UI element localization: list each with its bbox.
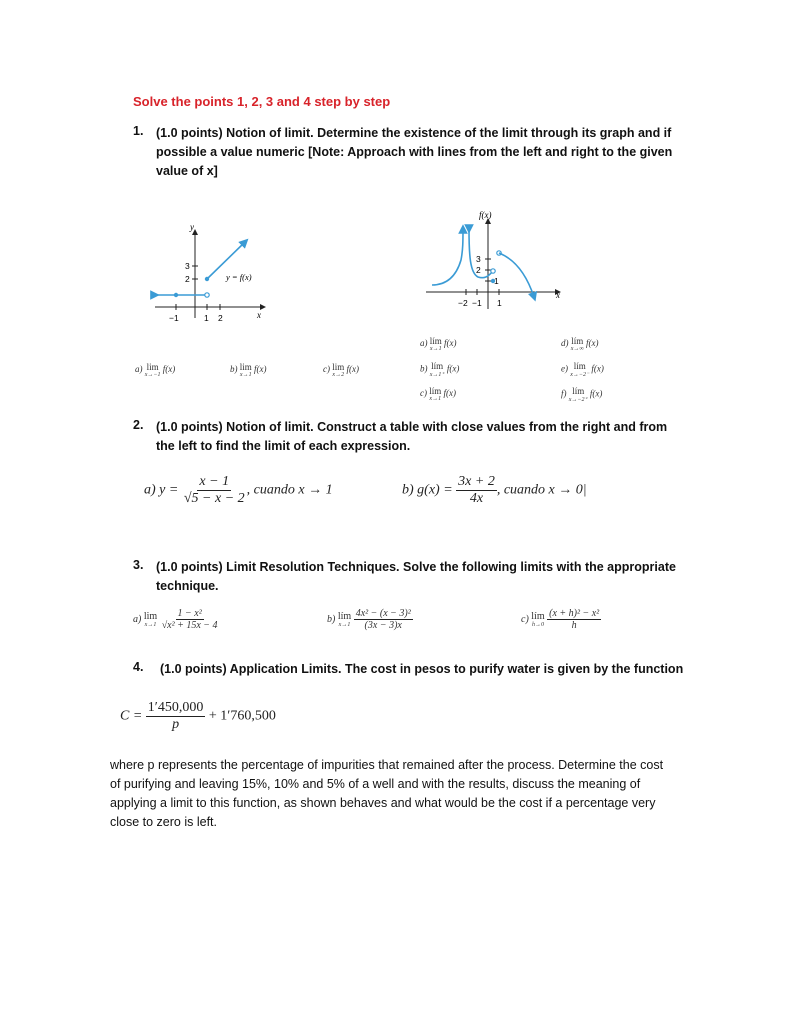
q1-limit2-c: c) lím x→1 f(x) <box>420 386 457 402</box>
q4-paragraph: where p represents the percentage of impurities that remained after the process. Determine the cost of purifying and leaving 15%, 10% and 5% of a well and with the results, discuss the meaning of applying a limit to this function, as shown behaves and what would be the cost if a percentage very close to zero is left. <box>110 758 664 829</box>
g2-tick-y2: 2 <box>476 265 481 275</box>
g2-right-piece <box>499 253 534 297</box>
g1-func-label: y = f(x) <box>226 272 252 282</box>
g1-tick-xneg1: −1 <box>169 313 179 323</box>
g1-point-1 <box>205 277 209 281</box>
q1-number: 1. <box>133 124 144 138</box>
q2-expr-b: b) g(x) = $\frac{3x + 2}{4x}$ , cuando x → 0| <box>402 474 587 506</box>
q2-expr-a: a) y = $\frac{x - 1}{√5 - x - 2}$ , cuando x → 1 <box>144 474 333 506</box>
q1-limit-c: c) lim x→2 f(x) <box>323 362 360 378</box>
q1-limit2-d: d) lím x→∞ f(x) <box>561 336 599 352</box>
graph-1 <box>145 218 275 330</box>
q1-limit2-f: f) lím x→−2⁺ f(x) <box>561 386 603 403</box>
g2-open-point-low <box>491 269 495 273</box>
g2-x-label: x <box>556 290 560 300</box>
q2-number: 2. <box>133 418 144 432</box>
g2-tick-y3: 3 <box>476 254 481 264</box>
q4-formula: C = $\frac{1'450,000}{p}$ + 1′760,500 <box>120 700 276 732</box>
page-title: Solve the points 1, 2, 3 and 4 step by step <box>133 94 391 109</box>
q1-limit-b: b) lim x→1 f(x) <box>230 362 267 378</box>
q3-expr-a: a) lim x→1 $\frac{\text{1 − x²}}{\text{√x² + 15x − 4}}$ <box>133 608 218 631</box>
q2-text: (1.0 points) Notion of limit. Construct a table with close values from the right and from the left to find the limit of each expression. <box>156 420 668 453</box>
q4-text: (1.0 points) Application Limits. The cost in pesos to purify water is given by the function <box>160 662 684 676</box>
g2-left-piece <box>432 229 463 285</box>
g2-tick-x1: 1 <box>497 298 502 308</box>
q3-expr-b: b) lím x→1 $\frac{\text{4x² − (x − 3)²}}{(3x - 3)x}$ <box>327 608 411 631</box>
g1-tick-x1: 1 <box>204 313 209 323</box>
q1-text: (1.0 points) Notion of limit. Determine the existence of the limit through its graph and if possible a value numeric [Note: Approach with lines from the left and right to the given value of x] <box>156 126 673 178</box>
g2-tick-y1: 1 <box>494 276 499 286</box>
q3-number: 3. <box>133 558 144 572</box>
q4-number: 4. <box>133 660 144 674</box>
g2-y-label: f(x) <box>479 210 492 220</box>
q1-limit2-b: b) lím x→1⁺ f(x) <box>420 361 460 378</box>
q3-text: (1.0 points) Limit Resolution Techniques. Solve the following limits with the appropriate technique. <box>156 560 676 593</box>
q3-expr-c: c) lím h→0 $\frac{\text{(x + h)² − x²}}{h}$ <box>521 608 600 631</box>
g1-tick-x2: 2 <box>218 313 223 323</box>
g2-tick-xneg1: −1 <box>472 298 482 308</box>
g1-tick-y3: 3 <box>185 261 190 271</box>
g1-open-point <box>205 293 209 297</box>
g1-x-label: x <box>257 310 261 320</box>
q1-limit2-a: a) lím x→1 f(x) <box>420 336 457 352</box>
g1-point-neg1 <box>174 293 178 297</box>
graph-2 <box>418 205 568 317</box>
g1-y-label: y <box>190 222 194 232</box>
g2-tick-xneg2: −2 <box>458 298 468 308</box>
q1-limit2-e: e) lím x→−2⁻ f(x) <box>561 361 604 378</box>
q1-limit-a: a) lim x→−1 f(x) <box>135 362 176 378</box>
g1-tick-y2: 2 <box>185 274 190 284</box>
